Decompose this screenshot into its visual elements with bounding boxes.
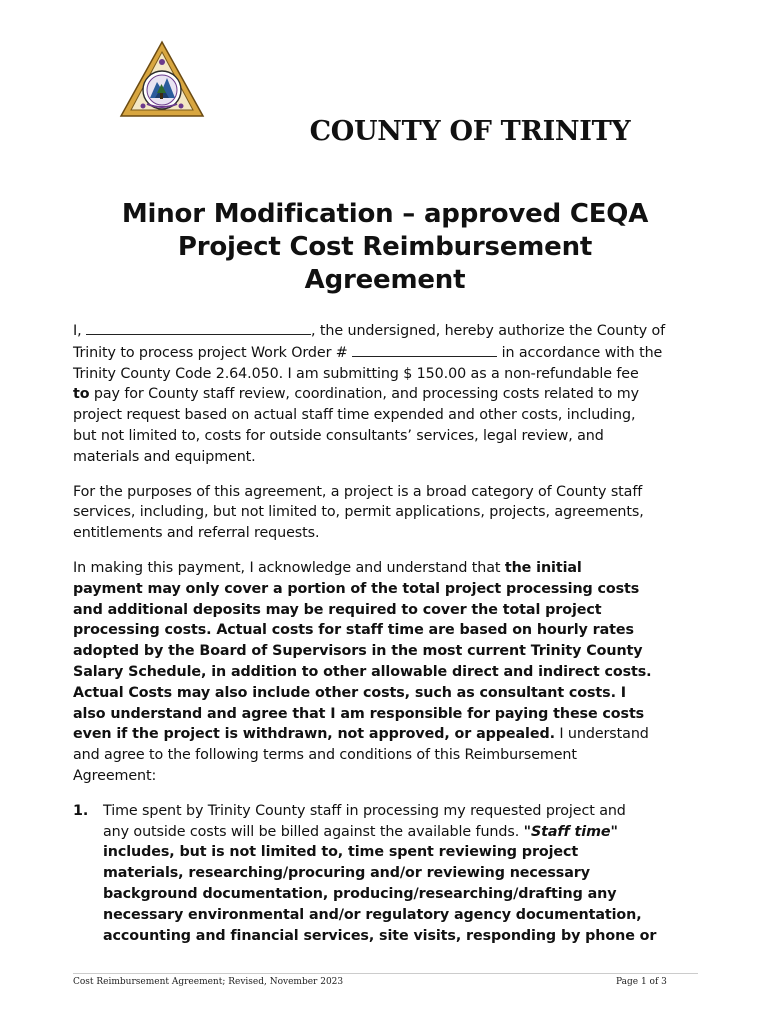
work-order-blank-field[interactable]	[352, 342, 497, 357]
name-blank-field[interactable]	[86, 320, 311, 335]
authorization-paragraph: I, , the undersigned, hereby authorize the County of Trinity to process project Work Order # in accordance with the Trinity County Code 2.64.050. I am submitting $ 150.00 as a non-refundable fee to pay for County staff review, coordination, and processing costs related to my project request based on actual staff time expended and other costs, including, but not limited to, costs for outside consultants’ services, legal review, and materials and equipment.	[73, 320, 713, 468]
agreement-body	[73, 320, 713, 946]
footer-revision-text: Cost Reimbursement Agreement; Revised, November 2023	[73, 977, 344, 987]
list-item: 1. Time spent by Trinity County staff in processing my requested project and any outside costs will be billed against the available funds. "Staff time" includes, but is not limited to, time spent reviewing project materials, researching/procuring and/or reviewing necessary background documentation, producing/researching/drafting any necessary environmental and/or regulatory agency documentation, accounting and financial services, site visits, responding by phone or	[73, 802, 657, 944]
page-number: Page 1 of 3	[616, 977, 667, 987]
acknowledgement-paragraph: In making this payment, I acknowledge and understand that the initial payment may only cover a portion of the total project processing costs and additional deposits may be required to cover the total project processing costs. Actual costs for staff time are based on hourly rates adopted by the Board of Supervisors in the most current Trinity County Salary Schedule, in addition to other allowable direct and indirect costs. Actual Costs may also include other costs, such as consultant costs. I also understand and agree that I am responsible for paying these costs even if the project is withdrawn, not approved, or appealed. I understand and agree to the following terms and conditions of this Reimbursement Agreement:	[73, 559, 652, 784]
title-line: Minor Modification – approved CEQA	[121, 199, 649, 229]
list-item-number: 1.	[73, 802, 89, 819]
footer-divider	[73, 973, 698, 974]
title-line: Agreement	[304, 265, 466, 295]
project-definition-paragraph: For the purposes of this agreement, a project is a broad category of County staff services, including, but not limited to, permit applications, projects, agreements, entitlements and referral requests.	[73, 483, 644, 542]
document-title	[0, 198, 770, 297]
title-line: Project Cost Reimbursement	[177, 232, 593, 262]
staff-time-term: "Staff time"	[523, 823, 618, 840]
county-seal-icon	[119, 40, 205, 118]
org-name: COUNTY OF TRINITY	[309, 116, 631, 147]
